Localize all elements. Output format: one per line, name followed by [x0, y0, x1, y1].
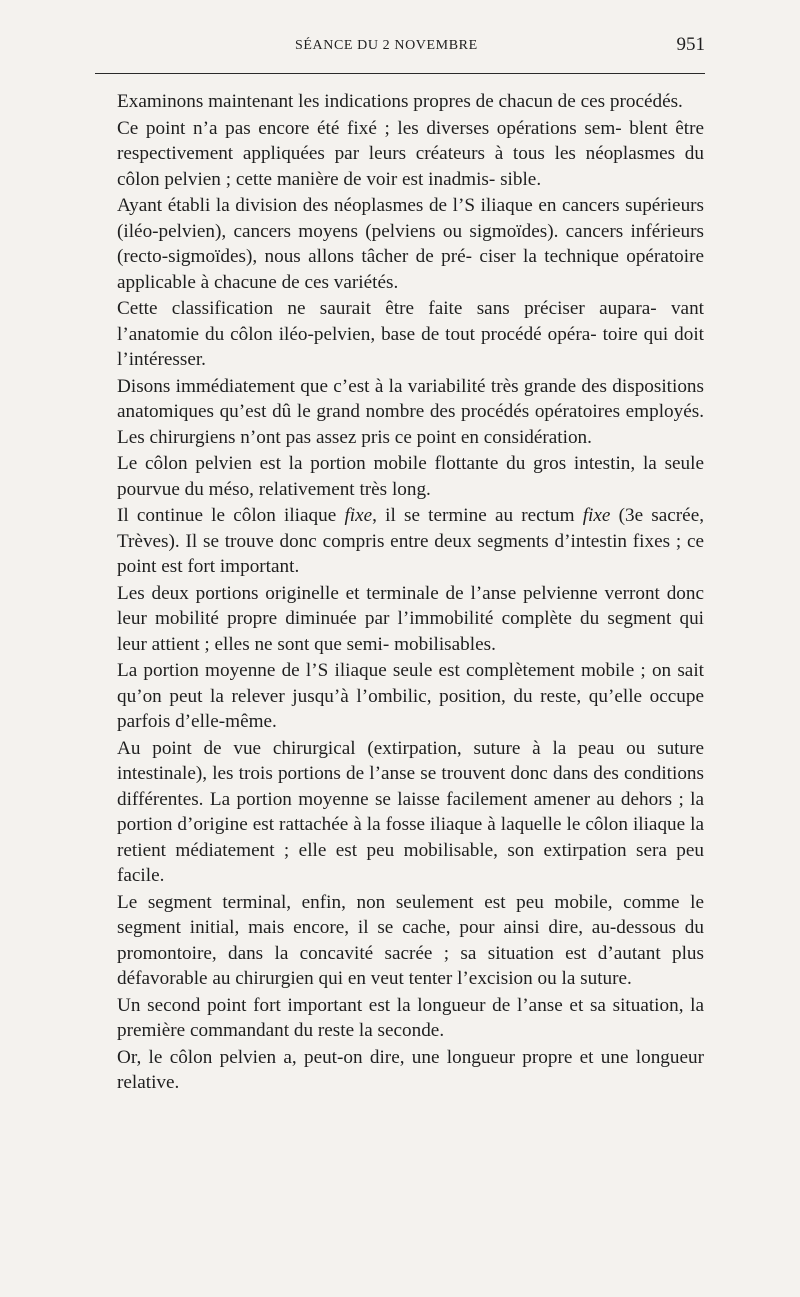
paragraph [117, 993, 704, 1044]
paragraph [117, 296, 704, 373]
paragraph-rest: situation, la première commandant du reste la seconde. [117, 994, 705, 1041]
paragraph-first-line-pre: Il continue le côlon iliaque [117, 505, 345, 526]
paragraph-first-line: Or, le côlon pelvien a, peut-on dire, une longueur propre et une [117, 1046, 629, 1068]
paragraph [117, 89, 704, 115]
paragraph [117, 581, 704, 658]
paragraph-first-line: Disons immédiatement que c’est à la variabilité très grande des [117, 375, 607, 397]
page-number: 951 [676, 34, 705, 55]
paragraph [117, 193, 704, 295]
paragraph-rest: ces procédés. [580, 91, 683, 112]
paragraph-first-line: Le côlon pelvien est la portion mobile flottante du gros intestin, [117, 453, 636, 474]
body-text [117, 89, 704, 1096]
paragraph-first-line: Ce point n’a pas encore été fixé ; les diverses opérations sem- [117, 117, 622, 139]
italic-term: fixe [344, 505, 373, 526]
paragraph-first-line: Les deux portions originelle et terminale de l’anse pelvienne [117, 582, 598, 604]
paragraph-rest: longueur relative. [117, 1046, 704, 1093]
paragraph-rest: verront donc leur mobilité propre diminuée par l’immobilité complète du segment qui leur attient ; elles ne sont que semi- mobilisables. [117, 582, 704, 655]
paragraph-rest: la seule pourvue du méso, relativement très long. [117, 453, 704, 500]
italic-term: fixe [582, 505, 611, 526]
paragraph-rest: supérieurs (iléo-pelvien), cancers moyens (pelviens ou sigmoïdes). cancers inférieurs (recto-sigmoïdes), nous allons tâcher de pré- ciser la technique opératoire applicable à chacune de ces variétés. [117, 195, 705, 293]
paragraph-rest: blent être respectivement appliquées par leurs créateurs à tous les néoplasmes du côlon pelvien ; cette manière de voir est inadmis- sible. [117, 117, 704, 190]
paragraph-rest: comme le segment initial, mais encore, il se cache, pour ainsi dire, au-dessous du promontoire, dans la concavité sacrée ; sa situation est d’autant plus défavorable au chirurgien qui en veut tenter l’excision ou la suture. [117, 891, 705, 989]
paragraph [117, 503, 704, 580]
paragraph-rest: mobile ; on sait qu’on peut la relever jusqu’à l’ombilic, position, du reste, qu’elle occupe parfois d’elle-même. [117, 660, 704, 732]
paragraph-first-line: Le segment terminal, enfin, non seulement est peu mobile, [117, 891, 613, 913]
paragraph-rest: vant l’anatomie du côlon iléo-pelvien, base de tout procédé opéra- toire qui doit l’intéresser. [117, 298, 704, 370]
paragraph-first-line: Ayant établi la division des néoplasmes de l’S iliaque en cancers [117, 195, 620, 216]
paragraph-first-line-mid: , il se termine au rectum [372, 505, 583, 526]
paragraph-rest: (3e sacrée, Trèves). Il se trouve donc compris entre deux segments d’intestin fixes ; ce point est fort important. [117, 505, 705, 577]
paragraph-rest: suture intestinale), les trois portions de l’anse se trouvent donc dans des conditions différentes. La portion moyenne se laisse facilement amener au dehors ; la portion d’origine est rattachée à la fosse iliaque à laquelle le côlon iliaque la retient médiatement ; elle est peu mobilisable, son extirpation sera peu facile. [117, 737, 705, 886]
header-title: SÉANCE DU 2 NOVEMBRE [295, 38, 478, 53]
running-header [95, 30, 705, 70]
paragraph [117, 116, 704, 193]
paragraph-first-line: La portion moyenne de l’S iliaque seule est complètement [117, 660, 575, 681]
paragraph [117, 374, 704, 451]
paragraph [117, 658, 704, 735]
paragraph [117, 736, 704, 889]
header-rule [95, 73, 705, 74]
paragraph [117, 1045, 704, 1096]
paragraph-rest: dispositions anatomiques qu’est dû le grand nombre des procédés opératoires employés. Les chirurgiens n’ont pas assez pris ce point en considération. [117, 375, 704, 448]
paragraph-first-line: Au point de vue chirurgical (extirpation, suture à la peau ou [117, 737, 646, 759]
paragraph-first-line: Un second point fort important est la longueur de l’anse et sa [117, 994, 606, 1016]
paragraph [117, 451, 704, 502]
paragraph [117, 890, 704, 992]
paragraph-first-line: Cette classification ne saurait être faite sans préciser aupara- [117, 298, 657, 319]
paragraph-first-line: Examinons maintenant les indications propres de chacun de [117, 91, 576, 112]
